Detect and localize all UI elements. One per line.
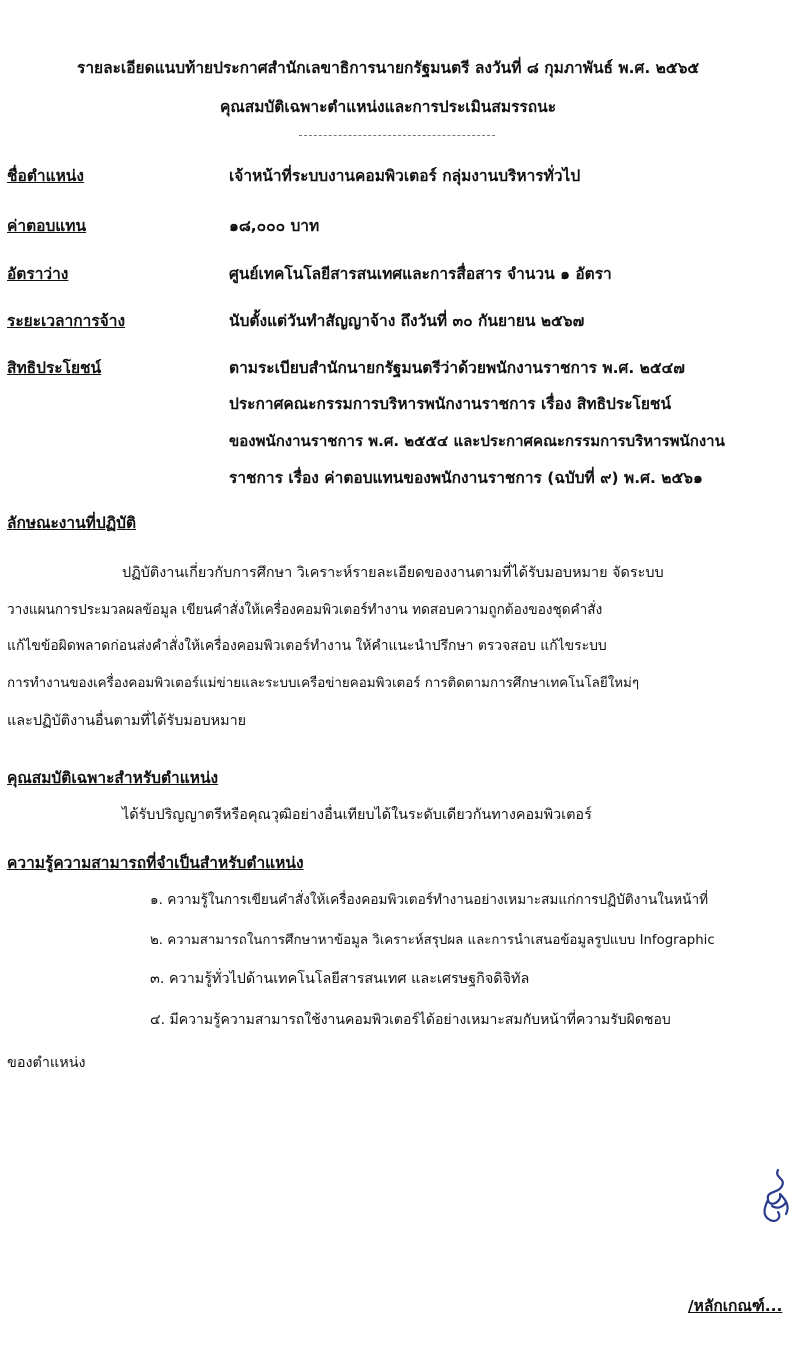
competency-item: ๓. ความรู้ทั่วไปด้านเทคโนโลยีสารสนเทศ และเศรษฐกิจดิจิทัล <box>150 971 530 987</box>
field-label-employment-period: ระยะเวลาการจ้าง <box>7 312 126 330</box>
competency-item-continuation: ของตำแหน่ง <box>7 1055 86 1071</box>
field-label-vacancy: อัตราว่าง <box>7 265 69 283</box>
benefits-line: ของพนักงานราชการ พ.ศ. ๒๕๕๔ และประกาศคณะกรรมการบริหารพนักงาน <box>229 432 725 450</box>
field-label-salary: ค่าตอบแทน <box>7 217 87 235</box>
benefits-line: ตามระเบียบสำนักนายกรัฐมนตรีว่าด้วยพนักงานราชการ พ.ศ. ๒๕๔๗ <box>229 359 685 377</box>
benefits-line: ประกาศคณะกรรมการบริหารพนักงานราชการ เรื่อง สิทธิประโยชน์ <box>229 395 672 413</box>
field-value-position: เจ้าหน้าที่ระบบงานคอมพิวเตอร์ กลุ่มงานบริหารทั่วไป <box>229 167 581 185</box>
duties-line: ปฏิบัติงานเกี่ยวกับการศึกษา วิเคราะห์รายละเอียดของงานตามที่ได้รับมอบหมาย จัดระบบ <box>122 565 664 581</box>
competency-item: ๑. ความรู้ในการเขียนคำสั่งให้เครื่องคอมพิวเตอร์ทำงานอย่างเหมาะสมแก่การปฏิบัติงานในหน้าที่ <box>150 892 709 908</box>
field-label-position: ชื่อตำแหน่ง <box>7 167 84 185</box>
competency-item: ๒. ความสามารถในการศึกษาหาข้อมูล วิเคราะห์สรุปผล และการนำเสนอข้อมูลรูปแบบ Infographic <box>150 933 715 948</box>
benefits-line: ราชการ เรื่อง ค่าตอบแทนของพนักงานราชการ (ฉบับที่ ๙) พ.ศ. ๒๕๖๑ <box>229 469 703 487</box>
duties-line: แก้ไขข้อผิดพลาดก่อนส่งคำสั่งให้เครื่องคอมพิวเตอร์ทำงาน ให้คำแนะนำปรึกษา ตรวจสอบ แก้ไขระบบ <box>7 638 607 654</box>
section-heading-qualification: คุณสมบัติเฉพาะสำหรับตำแหน่ง <box>7 769 219 787</box>
field-value-salary: ๑๘,๐๐๐ บาท <box>229 217 320 235</box>
field-value-vacancy: ศูนย์เทคโนโลยีสารสนเทศและการสื่อสาร จำนวน ๑ อัตรา <box>229 265 612 283</box>
duties-line: การทำงานของเครื่องคอมพิวเตอร์แม่ข่ายและระบบเครือข่ายคอมพิวเตอร์ การติดตามการศึกษาเทคโนโลยีใหม่ๆ <box>7 676 640 691</box>
duties-line: และปฏิบัติงานอื่นตามที่ได้รับมอบหมาย <box>7 713 247 729</box>
duties-line: วางแผนการประมวลผลข้อมูล เขียนคำสั่งให้เครื่องคอมพิวเตอร์ทำงาน ทดสอบความถูกต้องของชุดคำสั่ง <box>7 602 603 618</box>
section-heading-competency: ความรู้ความสามารถที่จำเป็นสำหรับตำแหน่ง <box>7 854 304 872</box>
document-title-line1: รายละเอียดแนบท้ายประกาศสำนักเลขาธิการนายกรัฐมนตรี ลงวันที่ ๘ กุมภาพันธ์ พ.ศ. ๒๕๖๕ <box>77 59 700 77</box>
title-separator <box>299 135 495 136</box>
competency-item: ๔. มีความรู้ความสามารถใช้งานคอมพิวเตอร์ได้อย่างเหมาะสมกับหน้าที่ความรับผิดชอบ <box>150 1012 671 1028</box>
page-continuation-marker: /หลักเกณฑ์... <box>688 1297 783 1315</box>
section-heading-duties: ลักษณะงานที่ปฏิบัติ <box>7 514 137 532</box>
qualification-text: ได้รับปริญญาตรีหรือคุณวุฒิอย่างอื่นเทียบได้ในระดับเดียวกันทางคอมพิวเตอร์ <box>122 807 592 823</box>
document-title-line2: คุณสมบัติเฉพาะตำแหน่งและการประเมินสมรรถนะ <box>220 98 557 116</box>
signature-mark <box>756 1166 796 1228</box>
field-label-benefits: สิทธิประโยชน์ <box>7 359 102 377</box>
field-value-employment-period: นับตั้งแต่วันทำสัญญาจ้าง ถึงวันที่ ๓๐ กันยายน ๒๕๖๗ <box>229 312 585 330</box>
